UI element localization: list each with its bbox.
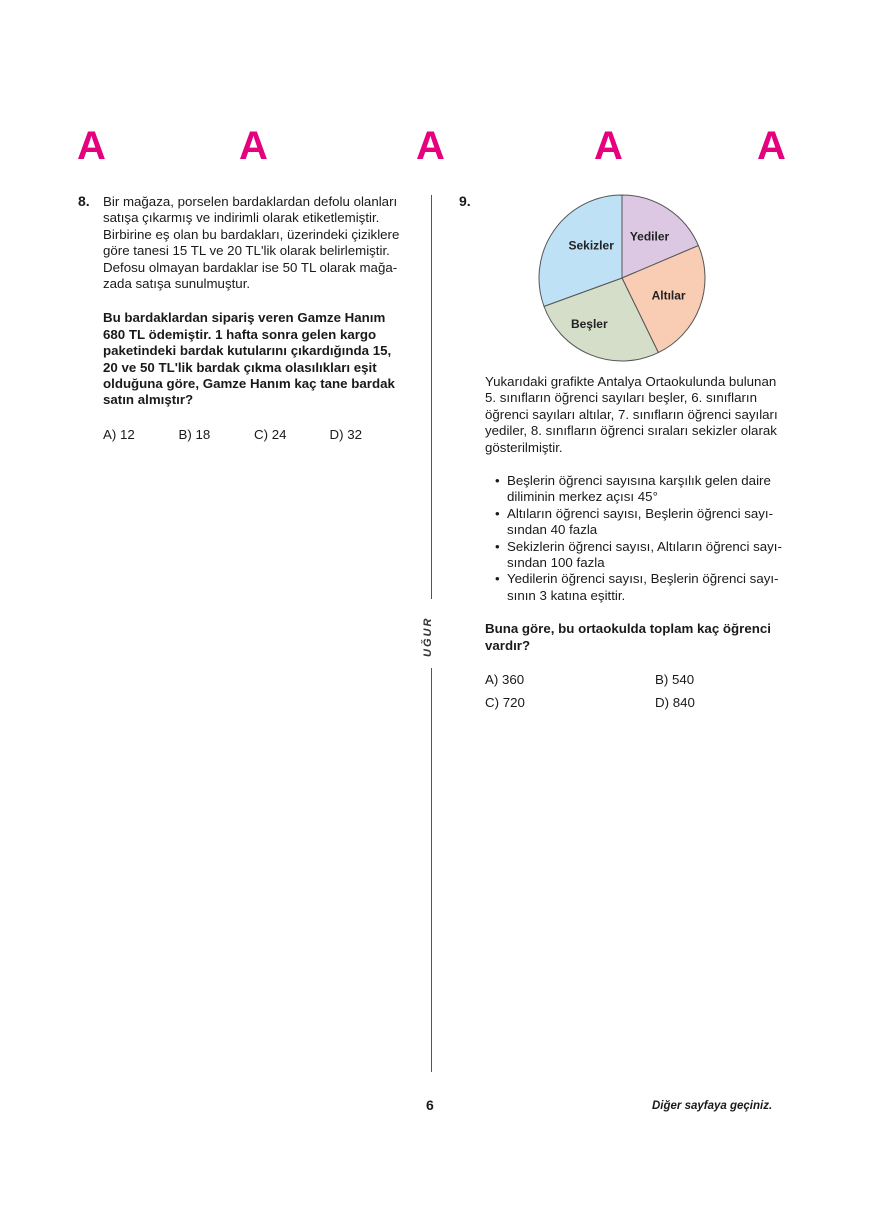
q8-intro-line: Bir mağaza, porselen bardaklardan defolu olanları [103, 194, 398, 209]
q8-question-line: Bu bardaklardan sipariş veren Gamze Hanım [103, 310, 386, 326]
header-letter-4: A [594, 124, 623, 168]
q8-option-a[interactable]: A) 12 [103, 426, 135, 442]
q9-bullet-line: sının 3 katına eşittir. [507, 587, 626, 603]
q9-bullet [485, 571, 785, 604]
q9-option-b[interactable]: B) 540 [655, 672, 695, 688]
q9-bullet-line: sından 100 fazla [507, 555, 605, 571]
q8-question-line: 20 ve 50 TL'lik bardak çıkma olasılıkları eşit [103, 359, 377, 375]
q9-bullet-line: • Altıların öğrenci sayısı, Beşlerin öğrenci sayı- [507, 505, 774, 521]
q9-body [485, 374, 785, 711]
q8-intro [103, 194, 405, 292]
q9-intro [485, 374, 785, 456]
next-page-note: Diğer sayfaya geçiniz. [652, 1100, 773, 1112]
q9-bullet [485, 539, 785, 572]
q8-intro-line: Birbirine eş olan bu bardakları, üzerindeki çiziklere [103, 226, 400, 242]
pie-label-sekizler: Sekizler [568, 238, 614, 253]
q8-option-b[interactable]: B) 18 [178, 426, 211, 442]
q9-number: 9. [459, 193, 471, 209]
q9-intro-line: öğrenci sayıları altılar, 7. sınıfların öğrenci sayıları [485, 406, 778, 422]
q8-intro-line: göre tanesi 15 TL ve 20 TL'lik olarak belirlemiştir. [103, 243, 390, 259]
q9-intro-line: 5. sınıfların öğrenci sayıları beşler, 6. sınıfların [485, 390, 757, 406]
q8-option-d[interactable]: D) 32 [329, 426, 363, 442]
q9-bullet-line: • Beşlerin öğrenci sayısına karşılık gelen daire [507, 473, 771, 489]
header-letter-3: A [416, 124, 445, 168]
pie-label-beşler: Beşler [570, 317, 608, 332]
column-divider-bottom [431, 668, 432, 1072]
q8-question-line: 680 TL ödemiştir. 1 hafta sonra gelen kargo [103, 326, 377, 342]
header-letter-2: A [239, 124, 268, 168]
q8-question-line: satın almıştır? [103, 392, 194, 408]
q8-question [103, 310, 405, 408]
header-letter-1: A [77, 124, 106, 168]
pie-label-yediler: Yediler [629, 229, 670, 244]
q9-bullet-line: sından 40 fazla [507, 522, 598, 538]
q9-bullets [485, 473, 785, 604]
q9-question-line: Buna göre, bu ortaokulda toplam kaç öğrenci [485, 621, 771, 637]
q9-option-a[interactable]: A) 360 [485, 672, 525, 688]
q9-bullet [485, 473, 785, 506]
q8-body [103, 194, 405, 443]
q8-question-line: paketindeki bardak kutularını çıkardığında 15, [103, 343, 392, 359]
q8-intro-line: Defosu olmayan bardaklar ise 50 TL olarak mağa- [103, 259, 398, 275]
q8-options [103, 427, 405, 443]
q9-intro-line: Yukarıdaki grafikte Antalya Ortaokulunda bulunan [485, 374, 777, 389]
q9-options [485, 672, 785, 711]
q8-question-line: olduğuna göre, Gamze Hanım kaç tane bardak [103, 376, 395, 392]
column-divider-top [431, 195, 432, 599]
q9-bullet-line: diliminin merkez açısı 45° [507, 489, 658, 505]
page-number: 6 [426, 1097, 434, 1113]
q9-option-d[interactable]: D) 840 [655, 694, 695, 710]
q8-intro-line: zada satışa sunulmuştur. [103, 276, 251, 292]
q8-number: 8. [78, 193, 90, 209]
q9-bullet-line: • Yedilerin öğrenci sayısı, Beşlerin öğrenci sayı- [507, 571, 779, 587]
header-letter-5: A [757, 124, 786, 168]
q8-intro-line: satışa çıkarmış ve indirimli olarak etiketlemiştir. [103, 210, 380, 226]
q9-bullet [485, 506, 785, 539]
q9-intro-line: gösterilmiştir. [485, 439, 563, 455]
q9-question [485, 621, 785, 654]
q9-intro-line: yediler, 8. sınıfların öğrenci sıraları sekizler olarak [485, 423, 777, 439]
q9-question-line: vardır? [485, 637, 531, 653]
q8-option-c[interactable]: C) 24 [254, 426, 287, 442]
q9-option-c[interactable]: C) 720 [485, 694, 525, 710]
q9-bullet-line: • Sekizlerin öğrenci sayısı, Altıların öğrenci sayı- [507, 538, 782, 554]
pie-chart [537, 193, 707, 363]
pie-label-altılar: Altılar [651, 288, 686, 303]
